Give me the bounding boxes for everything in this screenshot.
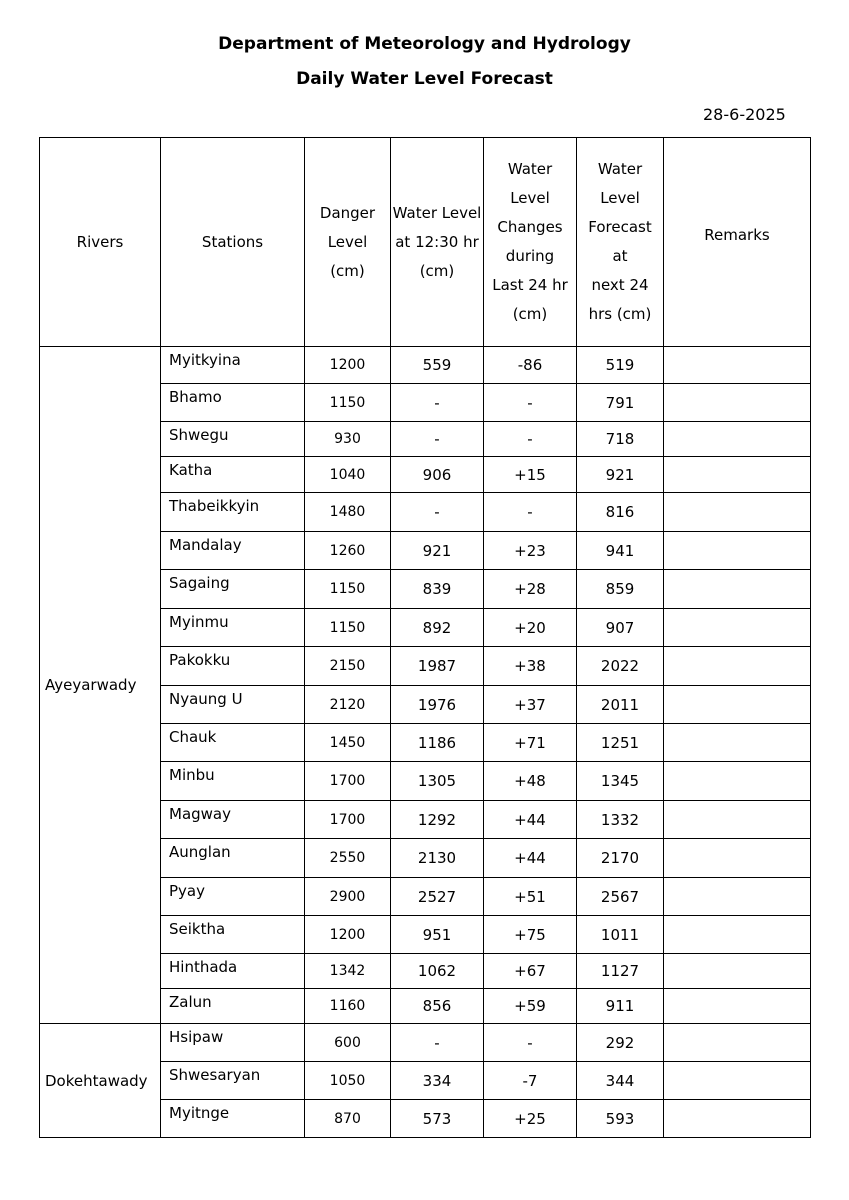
level-change-value: +23: [484, 532, 577, 570]
river-name: Ayeyarwady: [40, 347, 161, 1024]
danger-level-value: 1200: [305, 916, 391, 954]
station-name: Nyaung U: [161, 686, 305, 724]
table-row: [40, 1024, 811, 1062]
forecast-header: [577, 138, 664, 347]
remarks-value: [664, 954, 811, 989]
water-level-table: [39, 137, 811, 1138]
water-level-value: 573: [391, 1100, 484, 1138]
table-row: [40, 347, 811, 384]
station-name: Zalun: [161, 989, 305, 1024]
report-title: Daily Water Level Forecast: [296, 69, 553, 89]
danger-level-value: 1160: [305, 989, 391, 1024]
station-name: Shwesaryan: [161, 1062, 305, 1100]
water-level-value: 951: [391, 916, 484, 954]
water-level-value: 1976: [391, 686, 484, 724]
rivers-header: Rivers: [40, 138, 161, 347]
header-line: hrs (cm): [588, 305, 652, 323]
level-change-value: +25: [484, 1100, 577, 1138]
forecast-value: 791: [577, 384, 664, 422]
station-name: Seiktha: [161, 916, 305, 954]
forecast-value: 941: [577, 532, 664, 570]
danger-level-value: 1480: [305, 493, 391, 532]
header-line: Last 24 hr: [492, 276, 568, 294]
level-change-value: -: [484, 493, 577, 532]
level-change-value: +37: [484, 686, 577, 724]
level-change-value: -7: [484, 1062, 577, 1100]
remarks-value: [664, 916, 811, 954]
remarks-value: [664, 1100, 811, 1138]
water-level-value: 1987: [391, 647, 484, 686]
remarks-value: [664, 493, 811, 532]
forecast-value: 718: [577, 422, 664, 457]
forecast-value: 921: [577, 457, 664, 493]
header-line: Water: [507, 160, 553, 178]
danger-level-value: 600: [305, 1024, 391, 1062]
forecast-value: 292: [577, 1024, 664, 1062]
station-name: Mandalay: [161, 532, 305, 570]
danger-level-value: 2900: [305, 878, 391, 916]
level-change-value: +51: [484, 878, 577, 916]
header-line: at 12:30 hr: [395, 232, 479, 251]
forecast-value: 1251: [577, 724, 664, 762]
station-name: Myitkyina: [161, 347, 305, 384]
station-name: Magway: [161, 801, 305, 839]
remarks-value: [664, 422, 811, 457]
forecast-value: 2170: [577, 839, 664, 878]
forecast-value: 519: [577, 347, 664, 384]
river-name: Dokehtawady: [40, 1024, 161, 1138]
level-change-header: [484, 138, 577, 347]
danger-level-value: 1260: [305, 532, 391, 570]
remarks-value: [664, 647, 811, 686]
forecast-value: 2567: [577, 878, 664, 916]
danger-level-value: 2550: [305, 839, 391, 878]
level-change-value: +59: [484, 989, 577, 1024]
level-change-value: +71: [484, 724, 577, 762]
danger-level-value: 1150: [305, 570, 391, 609]
danger-level-value: 1150: [305, 609, 391, 647]
header-line: Level: [510, 189, 550, 207]
forecast-value: 1332: [577, 801, 664, 839]
level-change-value: +44: [484, 801, 577, 839]
department-title: Department of Meteorology and Hydrology: [218, 34, 631, 54]
danger-level-value: 1700: [305, 801, 391, 839]
water-level-value: 1062: [391, 954, 484, 989]
report-date: 28-6-2025: [703, 105, 786, 124]
station-name: Katha: [161, 457, 305, 493]
water-level-value: 921: [391, 532, 484, 570]
station-name: Minbu: [161, 762, 305, 801]
header-line: Level: [327, 232, 368, 251]
water-level-value: 906: [391, 457, 484, 493]
water-level-value: -: [391, 384, 484, 422]
header-row: [40, 138, 811, 347]
water-level-value: 2527: [391, 878, 484, 916]
forecast-value: 1127: [577, 954, 664, 989]
remarks-value: [664, 609, 811, 647]
stations-header: Stations: [161, 138, 305, 347]
danger-level-value: 1700: [305, 762, 391, 801]
header-line: at: [612, 247, 628, 265]
station-name: Hsipaw: [161, 1024, 305, 1062]
header-line: next 24: [591, 276, 649, 294]
station-name: Thabeikkyin: [161, 493, 305, 532]
forecast-value: 344: [577, 1062, 664, 1100]
forecast-value: 859: [577, 570, 664, 609]
remarks-value: [664, 1062, 811, 1100]
remarks-header: Remarks: [664, 138, 811, 347]
station-name: Myinmu: [161, 609, 305, 647]
danger-level-value: 2120: [305, 686, 391, 724]
danger-level-value: 870: [305, 1100, 391, 1138]
danger-level-value: 1050: [305, 1062, 391, 1100]
danger-level-header: [305, 138, 391, 347]
forecast-value: 816: [577, 493, 664, 532]
station-name: Shwegu: [161, 422, 305, 457]
water-level-value: -: [391, 493, 484, 532]
water-level-value: 856: [391, 989, 484, 1024]
danger-level-value: 930: [305, 422, 391, 457]
water-level-value: 559: [391, 347, 484, 384]
forecast-value: 1011: [577, 916, 664, 954]
header-line: Forecast: [588, 218, 652, 236]
remarks-value: [664, 686, 811, 724]
header-line: (cm): [330, 261, 365, 280]
remarks-value: [664, 989, 811, 1024]
level-change-value: +67: [484, 954, 577, 989]
level-change-value: -: [484, 384, 577, 422]
level-change-value: +38: [484, 647, 577, 686]
remarks-value: [664, 384, 811, 422]
danger-level-value: 1040: [305, 457, 391, 493]
water-level-value: -: [391, 1024, 484, 1062]
water-level-value: 1305: [391, 762, 484, 801]
level-change-value: +75: [484, 916, 577, 954]
water-level-header: [391, 138, 484, 347]
level-change-value: +15: [484, 457, 577, 493]
forecast-value: 2011: [577, 686, 664, 724]
forecast-value: 911: [577, 989, 664, 1024]
header-line: Water Level: [392, 203, 482, 222]
header-line: (cm): [512, 305, 548, 323]
forecast-value: 2022: [577, 647, 664, 686]
remarks-value: [664, 724, 811, 762]
header-line: Level: [600, 189, 640, 207]
station-name: Bhamo: [161, 384, 305, 422]
water-level-value: 1186: [391, 724, 484, 762]
station-name: Sagaing: [161, 570, 305, 609]
water-level-value: 334: [391, 1062, 484, 1100]
remarks-value: [664, 801, 811, 839]
danger-level-value: 1150: [305, 384, 391, 422]
header-line: Danger: [319, 203, 376, 222]
level-change-value: +20: [484, 609, 577, 647]
water-level-value: 1292: [391, 801, 484, 839]
forecast-value: 1345: [577, 762, 664, 801]
remarks-value: [664, 878, 811, 916]
station-name: Pyay: [161, 878, 305, 916]
header-line: Changes: [497, 218, 563, 236]
remarks-value: [664, 347, 811, 384]
water-level-value: -: [391, 422, 484, 457]
remarks-value: [664, 1024, 811, 1062]
water-level-value: 892: [391, 609, 484, 647]
station-name: Chauk: [161, 724, 305, 762]
level-change-value: -: [484, 422, 577, 457]
danger-level-value: 1342: [305, 954, 391, 989]
danger-level-value: 1200: [305, 347, 391, 384]
forecast-value: 907: [577, 609, 664, 647]
level-change-value: -86: [484, 347, 577, 384]
danger-level-value: 1450: [305, 724, 391, 762]
forecast-value: 593: [577, 1100, 664, 1138]
station-name: Pakokku: [161, 647, 305, 686]
water-level-value: 839: [391, 570, 484, 609]
station-name: Aunglan: [161, 839, 305, 878]
header-line: (cm): [419, 261, 455, 280]
remarks-value: [664, 762, 811, 801]
header-line: during: [505, 247, 555, 265]
level-change-value: +48: [484, 762, 577, 801]
header-line: Water: [597, 160, 643, 178]
water-level-value: 2130: [391, 839, 484, 878]
station-name: Hinthada: [161, 954, 305, 989]
remarks-value: [664, 570, 811, 609]
remarks-value: [664, 839, 811, 878]
level-change-value: +28: [484, 570, 577, 609]
level-change-value: +44: [484, 839, 577, 878]
level-change-value: -: [484, 1024, 577, 1062]
station-name: Myitnge: [161, 1100, 305, 1138]
danger-level-value: 2150: [305, 647, 391, 686]
remarks-value: [664, 457, 811, 493]
remarks-value: [664, 532, 811, 570]
